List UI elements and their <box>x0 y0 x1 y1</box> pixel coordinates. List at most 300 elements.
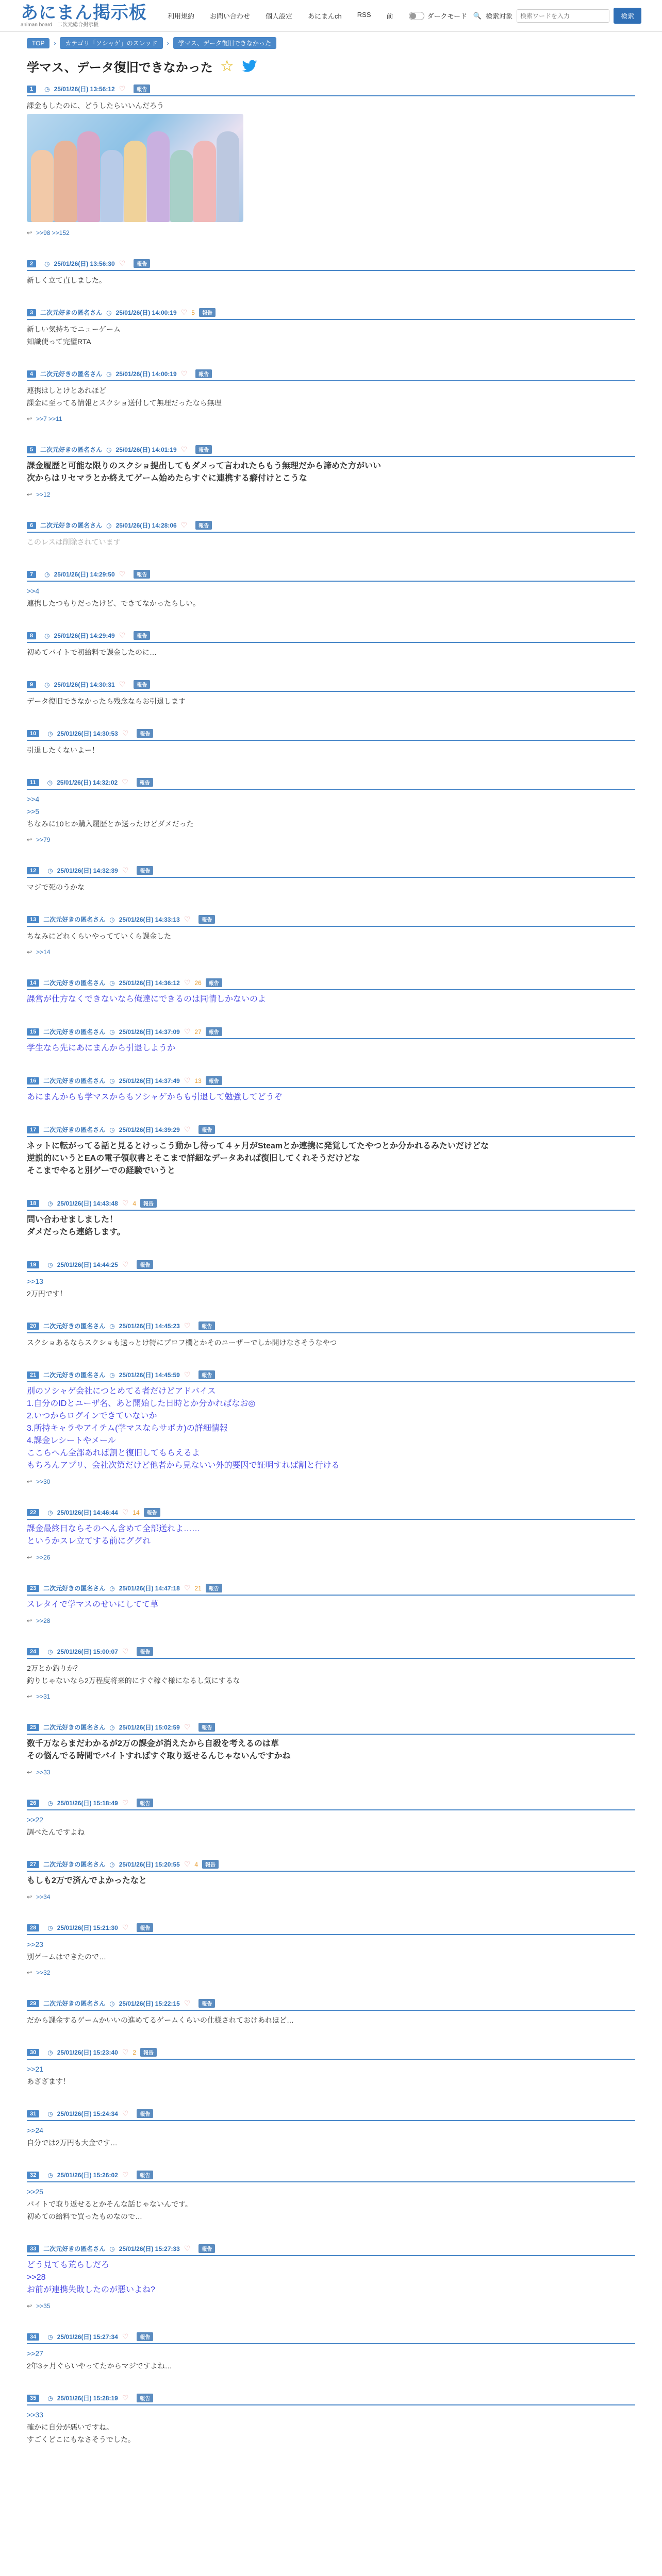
toggle-knob <box>410 13 416 19</box>
like-heart-icon[interactable]: ♡ <box>180 445 188 453</box>
like-count: 13 <box>194 1077 202 1084</box>
reply-anchor-link[interactable]: >>22 <box>27 1816 43 1824</box>
post-number[interactable]: 12 <box>27 867 39 874</box>
post-text: 2万円です！ <box>27 1290 67 1298</box>
post-number[interactable]: 14 <box>27 979 39 987</box>
like-heart-icon[interactable]: ♡ <box>184 1125 191 1133</box>
reply-links[interactable] <box>27 229 635 236</box>
reply-anchors[interactable]: >>34 <box>36 1893 51 1901</box>
report-button[interactable]: 報告 <box>134 631 150 640</box>
post-number[interactable]: 27 <box>27 1861 39 1868</box>
report-button[interactable]: 報告 <box>198 1125 215 1134</box>
post-body <box>27 324 635 347</box>
post-body <box>27 2125 635 2148</box>
reply-anchors[interactable]: >>30 <box>36 1478 51 1485</box>
post-body <box>27 2064 635 2087</box>
post-text: 課金に至ってる情報とスクショ送付して無理だったなら無理 <box>27 399 222 407</box>
search-icon: 🔍 <box>473 11 482 20</box>
report-button[interactable]: 報告 <box>137 1923 153 1932</box>
clock-icon: ◷ <box>44 85 50 93</box>
like-heart-icon[interactable]: ♡ <box>184 1076 191 1084</box>
post-number[interactable]: 28 <box>27 1924 39 1931</box>
post-number[interactable]: 20 <box>27 1323 39 1330</box>
like-heart-icon[interactable]: ♡ <box>122 2109 129 2117</box>
post-number[interactable]: 15 <box>27 1028 39 1036</box>
post-number[interactable]: 18 <box>27 1200 39 1207</box>
reply-anchors[interactable]: >>31 <box>36 1693 51 1700</box>
report-button[interactable]: 報告 <box>206 1027 222 1036</box>
post-number[interactable]: 13 <box>27 916 39 923</box>
post-number[interactable]: 25 <box>27 1724 39 1731</box>
main-content <box>27 32 635 2445</box>
like-heart-icon[interactable]: ♡ <box>119 680 126 688</box>
reply-anchor-link[interactable]: >>4 <box>27 587 40 595</box>
post-number[interactable]: 10 <box>27 730 39 737</box>
post-date: 25/01/26(日) 14:29:49 <box>54 632 115 639</box>
search-input[interactable] <box>517 9 609 23</box>
post-number[interactable]: 3 <box>27 309 36 316</box>
post <box>27 2394 635 2445</box>
like-heart-icon[interactable]: ♡ <box>119 84 126 93</box>
reply-arrow-icon: ↩ <box>27 1769 32 1776</box>
reply-links[interactable] <box>27 491 635 498</box>
reply-links[interactable] <box>27 1478 635 1485</box>
clock-icon: ◷ <box>47 2394 53 2402</box>
poster-name: 二次元好きの匿名さん <box>43 1126 106 1133</box>
report-button[interactable]: 報告 <box>206 1076 222 1085</box>
report-button[interactable]: 報告 <box>137 1647 153 1656</box>
post <box>27 2048 635 2087</box>
logo-subtitle: animan board 二次元総合掲示板 <box>21 22 99 28</box>
clock-icon: ◷ <box>47 2333 53 2341</box>
reply-anchor-link[interactable]: >>4 <box>27 795 40 803</box>
nav-rss[interactable]: RSS <box>357 11 371 19</box>
reply-anchor-link[interactable]: >>5 <box>27 807 40 816</box>
report-button[interactable]: 報告 <box>198 1723 215 1732</box>
reply-links[interactable] <box>27 836 635 843</box>
site-logo[interactable] <box>21 4 147 28</box>
nav-settings[interactable]: 個人設定 <box>266 12 293 20</box>
report-button[interactable]: 報告 <box>137 1260 153 1269</box>
like-heart-icon[interactable]: ♡ <box>122 2048 129 2056</box>
post <box>27 1723 635 1776</box>
post-date: 25/01/26(日) 14:44:25 <box>57 1261 118 1268</box>
post-number[interactable]: 24 <box>27 1648 39 1655</box>
top-nav <box>168 11 393 21</box>
post-text: 2.いつからログインできていないか <box>27 1412 157 1420</box>
breadcrumb-category[interactable]: カテゴリ「ソシャゲ」のスレッド <box>60 37 162 49</box>
clock-icon: ◷ <box>109 1322 115 1330</box>
reply-anchor-link[interactable]: >>23 <box>27 1940 43 1948</box>
thread-title-row <box>27 57 635 75</box>
post-body <box>27 1215 635 1238</box>
post-date: 25/01/26(日) 15:27:33 <box>119 2245 180 2252</box>
report-button[interactable]: 報告 <box>137 778 153 787</box>
post-date: 25/01/26(日) 14:46:44 <box>57 1509 118 1516</box>
clock-icon: ◷ <box>109 916 115 923</box>
report-button[interactable]: 報告 <box>137 2332 153 2341</box>
post-number[interactable]: 6 <box>27 522 36 529</box>
reply-anchor-link[interactable]: >>24 <box>27 2126 43 2134</box>
post-date: 25/01/26(日) 14:37:09 <box>119 1028 180 1036</box>
post-list <box>27 84 635 2445</box>
character-figure <box>54 141 77 222</box>
post-header <box>27 2109 635 2121</box>
post-number[interactable]: 1 <box>27 86 36 93</box>
like-heart-icon[interactable]: ♡ <box>184 978 191 987</box>
report-button[interactable]: 報告 <box>137 1799 153 1807</box>
post-header <box>27 521 635 533</box>
reply-anchor-link[interactable]: >>27 <box>27 2349 43 2358</box>
report-button[interactable]: 報告 <box>198 1370 215 1379</box>
reply-anchor-link[interactable]: >>33 <box>27 2411 43 2419</box>
post-body <box>27 1043 635 1054</box>
post-date: 25/01/26(日) 14:47:18 <box>119 1585 180 1592</box>
report-button[interactable]: 報告 <box>198 2244 215 2253</box>
breadcrumb-top[interactable]: TOP <box>27 38 49 48</box>
reply-anchors[interactable]: >>35 <box>36 2302 51 2310</box>
clock-icon: ◷ <box>106 309 112 316</box>
post-text: このレスは削除されています <box>27 538 121 546</box>
reply-links[interactable] <box>27 1893 635 1901</box>
like-heart-icon[interactable]: ♡ <box>122 2171 129 2179</box>
post-number[interactable]: 31 <box>27 2110 39 2117</box>
like-heart-icon[interactable]: ♡ <box>122 1799 129 1807</box>
post-number[interactable]: 17 <box>27 1126 39 1133</box>
nav-animanch[interactable]: あにまんch <box>308 12 342 20</box>
post-header <box>27 2171 635 2182</box>
dark-mode-toggle[interactable] <box>409 11 467 21</box>
post-number[interactable]: 9 <box>27 681 36 688</box>
reply-anchor-link[interactable]: >>21 <box>27 2065 43 2073</box>
like-count: 4 <box>194 1860 198 1868</box>
character-figure <box>170 150 193 222</box>
post-date: 25/01/26(日) 13:56:12 <box>54 86 115 93</box>
post-body <box>27 1815 635 1837</box>
logo-text: あにまん掲示板 <box>21 3 147 23</box>
report-button[interactable]: 報告 <box>134 570 150 579</box>
like-heart-icon[interactable]: ♡ <box>184 1321 191 1330</box>
reply-links[interactable] <box>27 1554 635 1561</box>
post-text: 確かに自分が悪いですね。 <box>27 2423 113 2431</box>
post-number[interactable]: 30 <box>27 2049 39 2056</box>
post-date: 25/01/26(日) 14:01:19 <box>115 446 177 453</box>
post-number[interactable]: 16 <box>27 1077 39 1084</box>
clock-icon: ◷ <box>109 1584 115 1592</box>
clock-icon: ◷ <box>47 1924 53 1931</box>
like-heart-icon[interactable]: ♡ <box>184 1370 191 1379</box>
post <box>27 729 635 755</box>
report-button[interactable]: 報告 <box>198 915 215 924</box>
clock-icon: ◷ <box>106 446 112 453</box>
breadcrumb-separator: › <box>54 39 56 47</box>
post-text: ちなみにどれくらいやってていくら課金した <box>27 932 171 940</box>
post <box>27 1260 635 1299</box>
post-date: 25/01/26(日) 15:28:19 <box>57 2395 118 2402</box>
reply-links[interactable] <box>27 948 635 956</box>
report-button[interactable]: 報告 <box>137 2394 153 2402</box>
report-button[interactable]: 報告 <box>195 445 212 454</box>
post-number[interactable]: 23 <box>27 1585 39 1592</box>
post-number[interactable]: 35 <box>27 2395 39 2402</box>
poster-name: 二次元好きの匿名さん <box>43 1323 106 1330</box>
character-figure <box>193 141 216 222</box>
post-text: ちなみに10ヒか購入履歴とか送ったけどダメだった <box>27 820 194 828</box>
reply-links[interactable] <box>27 1769 635 1776</box>
reply-anchor-link[interactable]: >>25 <box>27 2188 43 2196</box>
post-header <box>27 1923 635 1935</box>
like-heart-icon[interactable]: ♡ <box>122 2394 129 2402</box>
post-number[interactable]: 26 <box>27 1800 39 1807</box>
post-date: 25/01/26(日) 15:18:49 <box>57 1800 118 1807</box>
like-heart-icon[interactable]: ♡ <box>122 778 128 786</box>
post-text: そこまでやると別ゲーでの経験でいうと <box>27 1166 176 1175</box>
clock-icon: ◷ <box>109 1999 115 2007</box>
post-text: あにまんからも学マスからもソシャゲからも引退して勉強してどうぞ <box>27 1093 283 1101</box>
post-date: 25/01/26(日) 15:23:40 <box>57 2049 118 2056</box>
post-header <box>27 915 635 927</box>
reply-anchors[interactable]: >>7 >>11 <box>36 415 62 422</box>
post-text: あざざます！ <box>27 2077 70 2086</box>
site-header <box>0 0 662 32</box>
post-header <box>27 1860 635 1872</box>
post-header <box>27 1799 635 1810</box>
reply-anchors[interactable]: >>12 <box>36 491 51 498</box>
like-heart-icon[interactable]: ♡ <box>122 1199 129 1207</box>
report-button[interactable]: 報告 <box>140 2048 157 2057</box>
like-heart-icon[interactable]: ♡ <box>122 2332 129 2341</box>
like-heart-icon[interactable]: ♡ <box>122 1647 129 1655</box>
post-number[interactable]: 4 <box>27 370 36 378</box>
poster-name: 二次元好きの匿名さん <box>40 522 103 529</box>
post <box>27 1860 635 1901</box>
report-button[interactable]: 報告 <box>134 84 150 93</box>
clock-icon: ◷ <box>106 521 112 529</box>
reply-anchors[interactable]: >>98 >>152 <box>36 229 70 236</box>
post-header <box>27 1584 635 1596</box>
like-count: 5 <box>191 309 195 316</box>
like-count: 2 <box>133 2048 137 2056</box>
post-date: 25/01/26(日) 15:02:59 <box>119 1724 180 1731</box>
post-number[interactable]: 33 <box>27 2245 39 2252</box>
like-heart-icon[interactable]: ♡ <box>122 1508 129 1516</box>
like-heart-icon[interactable]: ♡ <box>180 308 188 316</box>
post-number[interactable]: 8 <box>27 632 36 639</box>
post-body <box>27 696 635 706</box>
post-date: 25/01/26(日) 14:39:29 <box>119 1126 180 1133</box>
toggle-switch[interactable] <box>409 12 424 20</box>
post-date: 25/01/26(日) 14:33:13 <box>119 916 180 923</box>
like-heart-icon[interactable]: ♡ <box>119 259 126 267</box>
like-count: 14 <box>133 1509 140 1516</box>
post-date: 25/01/26(日) 14:30:31 <box>54 681 115 688</box>
reply-anchors[interactable]: >>26 <box>36 1554 51 1561</box>
clock-icon: ◷ <box>47 1799 53 1807</box>
clock-icon: ◷ <box>109 1077 115 1084</box>
post-body <box>27 586 635 608</box>
post-body <box>27 1276 635 1299</box>
post-text: 課営が仕方なくできないなら俺達にできるのは同情しかないのよ <box>27 995 267 1004</box>
like-heart-icon[interactable]: ♡ <box>184 1027 191 1036</box>
like-heart-icon[interactable]: ♡ <box>184 1584 191 1592</box>
reply-arrow-icon: ↩ <box>27 491 32 498</box>
post-text: 別のソシャゲ会社につとめてる者だけどアドバイス <box>27 1387 216 1396</box>
post <box>27 1125 635 1176</box>
clock-icon: ◷ <box>47 1509 53 1516</box>
reply-anchors[interactable]: >>28 <box>36 1617 51 1624</box>
post-body <box>27 1739 635 1761</box>
report-button[interactable]: 報告 <box>206 1584 222 1592</box>
clock-icon: ◷ <box>47 2171 53 2179</box>
reply-links[interactable] <box>27 2302 635 2310</box>
post-number[interactable]: 11 <box>27 779 39 786</box>
clock-icon: ◷ <box>44 260 50 267</box>
poster-name: 二次元好きの匿名さん <box>40 446 103 453</box>
post-text: ここらへん全部あれば割と復旧してもらえるよ <box>27 1449 201 1458</box>
report-button[interactable]: 報告 <box>144 1508 160 1517</box>
post <box>27 308 635 347</box>
nav-terms[interactable]: 利用規約 <box>168 12 195 20</box>
reply-arrow-icon: ↩ <box>27 1554 32 1561</box>
like-heart-icon[interactable]: ♡ <box>180 369 188 378</box>
reply-anchors[interactable]: >>79 <box>36 836 51 843</box>
post-date: 25/01/26(日) 14:43:48 <box>57 1200 118 1207</box>
post-text: すごくどこにもなさそうでした。 <box>27 2435 135 2444</box>
reply-anchors[interactable]: >>32 <box>36 1969 51 1976</box>
post-number[interactable]: 2 <box>27 260 36 267</box>
search-target-label[interactable]: 検索対象 <box>485 12 512 20</box>
post <box>27 259 635 285</box>
report-button[interactable]: 報告 <box>198 1321 215 1330</box>
report-button[interactable]: 報告 <box>137 2171 153 2179</box>
post-header <box>27 2332 635 2344</box>
reply-links[interactable] <box>27 415 635 422</box>
post-date: 25/01/26(日) 14:45:23 <box>119 1323 180 1330</box>
post-number[interactable]: 22 <box>27 1509 39 1516</box>
report-button[interactable]: 報告 <box>198 1999 215 2008</box>
report-button[interactable]: 報告 <box>137 729 153 738</box>
clock-icon: ◷ <box>47 2110 53 2117</box>
post-text: もしも2万で済んでよかったなと <box>27 1876 147 1885</box>
post-text: 逆説的にいうとEAの電子領収書とそこまで詳細なデータあれば復旧してくれそうだけどな <box>27 1154 360 1163</box>
report-button[interactable]: 報告 <box>134 680 150 689</box>
like-heart-icon[interactable]: ♡ <box>184 1723 191 1731</box>
post-image[interactable] <box>27 114 243 222</box>
like-heart-icon[interactable]: ♡ <box>119 570 126 578</box>
clock-icon: ◷ <box>109 1860 115 1868</box>
like-heart-icon[interactable]: ♡ <box>122 729 129 737</box>
post-number[interactable]: 32 <box>27 2172 39 2179</box>
post-number[interactable]: 7 <box>27 571 36 578</box>
favorite-star-icon[interactable]: ☆ <box>220 58 234 75</box>
report-button[interactable]: 報告 <box>199 308 216 317</box>
post-header <box>27 1027 635 1039</box>
like-heart-icon[interactable]: ♡ <box>122 1260 129 1268</box>
post-number[interactable]: 19 <box>27 1261 39 1268</box>
post <box>27 1923 635 1976</box>
post-body <box>27 2260 635 2295</box>
report-button[interactable]: 報告 <box>195 521 212 530</box>
post-body <box>27 1337 635 1348</box>
report-button[interactable]: 報告 <box>134 259 150 268</box>
report-button[interactable]: 報告 <box>140 1199 157 1208</box>
poster-name: 二次元好きの匿名さん <box>43 1077 106 1084</box>
character-figure <box>147 131 170 222</box>
like-heart-icon[interactable]: ♡ <box>119 631 126 639</box>
reply-anchor-link[interactable]: >>13 <box>27 1277 43 1285</box>
post-date: 25/01/26(日) 14:29:50 <box>54 571 115 578</box>
reply-links[interactable] <box>27 1693 635 1700</box>
clock-icon: ◷ <box>47 1648 53 1655</box>
search-area <box>473 8 641 24</box>
post <box>27 445 635 498</box>
twitter-share-icon[interactable] <box>241 60 258 73</box>
post <box>27 1199 635 1238</box>
nav-contact[interactable]: お問い合わせ <box>210 12 251 20</box>
nav-prev[interactable]: 前 <box>386 12 393 20</box>
like-heart-icon[interactable]: ♡ <box>122 866 129 874</box>
character-figure <box>77 131 100 222</box>
report-button[interactable]: 報告 <box>206 978 222 987</box>
post-text: 引退したくないよー！ <box>27 746 99 754</box>
like-heart-icon[interactable]: ♡ <box>184 1860 191 1868</box>
post-text: 2年3ヶ月ぐらいやってたからマジですよね… <box>27 2362 172 2370</box>
post-text: 4.課金レシートやメール <box>27 1436 116 1445</box>
post-header <box>27 866 635 878</box>
like-heart-icon[interactable]: ♡ <box>184 1999 191 2007</box>
post-number[interactable]: 29 <box>27 2000 39 2007</box>
report-button[interactable]: 報告 <box>137 2109 153 2118</box>
dark-mode-label: ダークモード <box>427 12 468 20</box>
post-text: その悩んでる時間でバイトすればすぐ取り返せるんじゃないんですかね <box>27 1752 291 1760</box>
post-body <box>27 1663 635 1686</box>
post-header <box>27 1999 635 2011</box>
breadcrumb-thread[interactable]: 学マス、データ復旧できなかった <box>173 37 276 49</box>
report-button[interactable]: 報告 <box>202 1860 219 1869</box>
like-count: 4 <box>133 1199 137 1207</box>
post-header <box>27 1125 635 1137</box>
poster-name: 二次元好きの匿名さん <box>43 1028 106 1036</box>
reply-anchors[interactable]: >>14 <box>36 948 51 956</box>
reply-arrow-icon: ↩ <box>27 2302 32 2310</box>
post-date: 25/01/26(日) 14:28:06 <box>115 522 177 529</box>
search-button[interactable]: 検索 <box>614 8 641 24</box>
post <box>27 680 635 706</box>
reply-links[interactable] <box>27 1617 635 1624</box>
like-heart-icon[interactable]: ♡ <box>184 2244 191 2252</box>
post-body <box>27 882 635 892</box>
post <box>27 1076 635 1103</box>
reply-anchors[interactable]: >>33 <box>36 1769 51 1776</box>
like-heart-icon[interactable]: ♡ <box>184 915 191 923</box>
post <box>27 2244 635 2310</box>
post <box>27 1999 635 2025</box>
post-text: マジで死のうかな <box>27 883 85 891</box>
post-number[interactable]: 34 <box>27 2333 39 2341</box>
post <box>27 369 635 422</box>
report-button[interactable]: 報告 <box>137 866 153 875</box>
reply-links[interactable] <box>27 1969 635 1976</box>
like-heart-icon[interactable]: ♡ <box>122 1923 129 1931</box>
post-number[interactable]: 21 <box>27 1371 39 1379</box>
post-text: スクショあるならスクショも送っとけ特にプロフ欄とかそのユーザーでしか開けなさそうなやつ <box>27 1338 337 1347</box>
post-number[interactable]: 5 <box>27 446 36 453</box>
post-text: 初めての給料で買ったものなので… <box>27 2212 142 2221</box>
poster-name: 二次元好きの匿名さん <box>43 1724 106 1731</box>
post-body <box>27 994 635 1005</box>
report-button[interactable]: 報告 <box>195 369 212 378</box>
like-heart-icon[interactable]: ♡ <box>180 521 188 529</box>
